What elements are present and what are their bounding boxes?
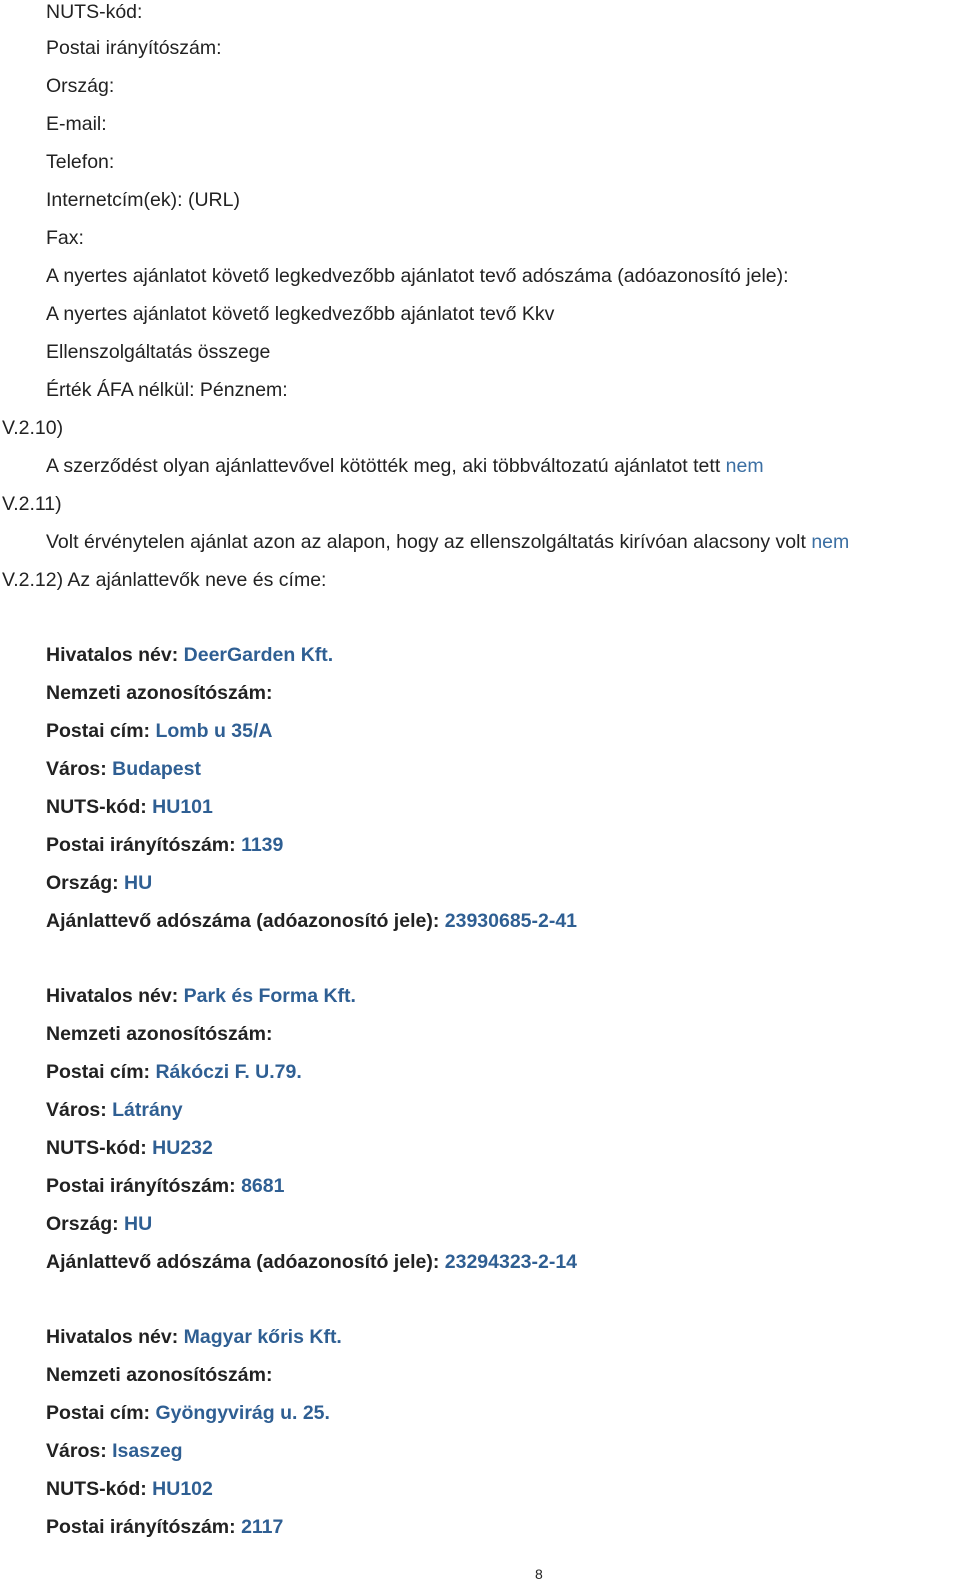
tax-id-row <box>46 1249 577 1275</box>
bidder-name-row <box>46 642 333 668</box>
city-row <box>46 756 201 782</box>
section-v211-question: Volt érvénytelen ajánlat azon az alapon, hogy az ellenszolgáltatás kirívóan alacsony volt <box>46 531 806 553</box>
postal-address-row <box>46 1400 330 1426</box>
postal-code-label: Postai irányítószám: <box>46 1516 236 1538</box>
section-v212-heading: V.2.12) Az ajánlattevők neve és címe: <box>2 569 327 591</box>
national-id-row <box>46 1362 272 1388</box>
postal-code-label: Postai irányítószám: <box>46 37 222 59</box>
runner-up-tax-id-label: A nyertes ajánlatot követő legkedvezőbb ajánlatot tevő adószáma (adóazonosító jele): <box>46 265 789 287</box>
postal-address-label: Postai cím: <box>46 1402 151 1424</box>
bidder-postal-code: 1139 <box>241 834 284 856</box>
postal-address-label: Postai cím: <box>46 720 151 742</box>
bidder-tax-id: 23930685-2-41 <box>444 910 578 932</box>
bidder-nuts: HU101 <box>152 796 213 818</box>
country-label: Ország: <box>46 872 119 894</box>
bidder-name-row <box>46 983 356 1009</box>
nuts-row <box>46 1476 213 1502</box>
postal-code-row <box>46 1173 284 1199</box>
country-label: Ország: <box>46 1213 119 1235</box>
nuts-code-label: NUTS-kód: <box>46 1 143 23</box>
postal-code-row <box>46 1514 283 1540</box>
nuts-label: NUTS-kód: <box>46 1137 147 1159</box>
postal-address-label: Postai cím: <box>46 1061 151 1083</box>
fax-label: Fax: <box>46 227 84 249</box>
postal-code-label: Postai irányítószám: <box>46 834 236 856</box>
email-label: E-mail: <box>46 113 107 135</box>
section-v210-number: V.2.10) <box>2 417 64 439</box>
nuts-row <box>46 1135 213 1161</box>
bidder-address: Lomb u 35/A <box>155 720 273 742</box>
official-name-label: Hivatalos név: <box>46 985 179 1007</box>
city-label: Város: <box>46 1440 107 1462</box>
city-label: Város: <box>46 1099 107 1121</box>
bidder-name: Park és Forma Kft. <box>183 985 356 1007</box>
official-name-label: Hivatalos név: <box>46 1326 179 1348</box>
consideration-label: Ellenszolgáltatás összege <box>46 341 271 363</box>
value-no-vat-label: Érték ÁFA nélkül: Pénznem: <box>46 379 288 401</box>
postal-code-label: Postai irányítószám: <box>46 1175 236 1197</box>
nuts-row <box>46 794 213 820</box>
section-v210-question: A szerződést olyan ajánlattevővel kötötték meg, aki többváltozatú ajánlatot tett <box>46 455 721 477</box>
section-v211-answer: nem <box>811 531 850 553</box>
national-id-row <box>46 1021 272 1047</box>
bidder-name: DeerGarden Kft. <box>183 644 334 666</box>
bidder-city: Látrány <box>112 1099 183 1121</box>
bidder-address: Gyöngyvirág u. 25. <box>155 1402 330 1424</box>
bidder-postal-code: 8681 <box>241 1175 285 1197</box>
city-label: Város: <box>46 758 107 780</box>
bidder-address: Rákóczi F. U.79. <box>155 1061 302 1083</box>
nuts-label: NUTS-kód: <box>46 1478 147 1500</box>
bidder-city: Isaszeg <box>112 1440 183 1462</box>
national-id-row <box>46 680 272 706</box>
bidder-tax-id: 23294323-2-14 <box>444 1251 578 1273</box>
runner-up-kkv-label: A nyertes ajánlatot követő legkedvezőbb ajánlatot tevő Kkv <box>46 303 555 325</box>
city-row <box>46 1097 183 1123</box>
postal-code-row <box>46 832 283 858</box>
section-v210-answer: nem <box>725 455 764 477</box>
official-name-label: Hivatalos név: <box>46 644 179 666</box>
tax-id-row <box>46 908 577 934</box>
country-label: Ország: <box>46 75 115 97</box>
bidder-country: HU <box>124 872 153 894</box>
country-row <box>46 870 152 896</box>
bidder-nuts: HU232 <box>152 1137 213 1159</box>
national-id-label: Nemzeti azonosítószám: <box>46 1023 273 1045</box>
nuts-label: NUTS-kód: <box>46 796 147 818</box>
section-v210-text <box>46 453 764 479</box>
section-v211-text <box>46 529 849 555</box>
bidder-city: Budapest <box>112 758 201 780</box>
postal-address-row <box>46 1059 302 1085</box>
tax-id-label: Ajánlattevő adószáma (adóazonosító jele): <box>46 1251 440 1273</box>
country-row <box>46 1211 152 1237</box>
bidder-nuts: HU102 <box>152 1478 213 1500</box>
bidder-postal-code: 2117 <box>241 1516 284 1538</box>
national-id-label: Nemzeti azonosítószám: <box>46 682 273 704</box>
page-number: 8 <box>535 1566 543 1582</box>
tax-id-label: Ajánlattevő adószáma (adóazonosító jele): <box>46 910 440 932</box>
phone-label: Telefon: <box>46 151 115 173</box>
bidder-country: HU <box>124 1213 153 1235</box>
bidder-name-row <box>46 1324 342 1350</box>
national-id-label: Nemzeti azonosítószám: <box>46 1364 273 1386</box>
postal-address-row <box>46 718 272 744</box>
bidder-name: Magyar kőris Kft. <box>183 1326 342 1348</box>
url-label: Internetcím(ek): (URL) <box>46 189 240 211</box>
city-row <box>46 1438 183 1464</box>
section-v211-number: V.2.11) <box>2 493 62 515</box>
